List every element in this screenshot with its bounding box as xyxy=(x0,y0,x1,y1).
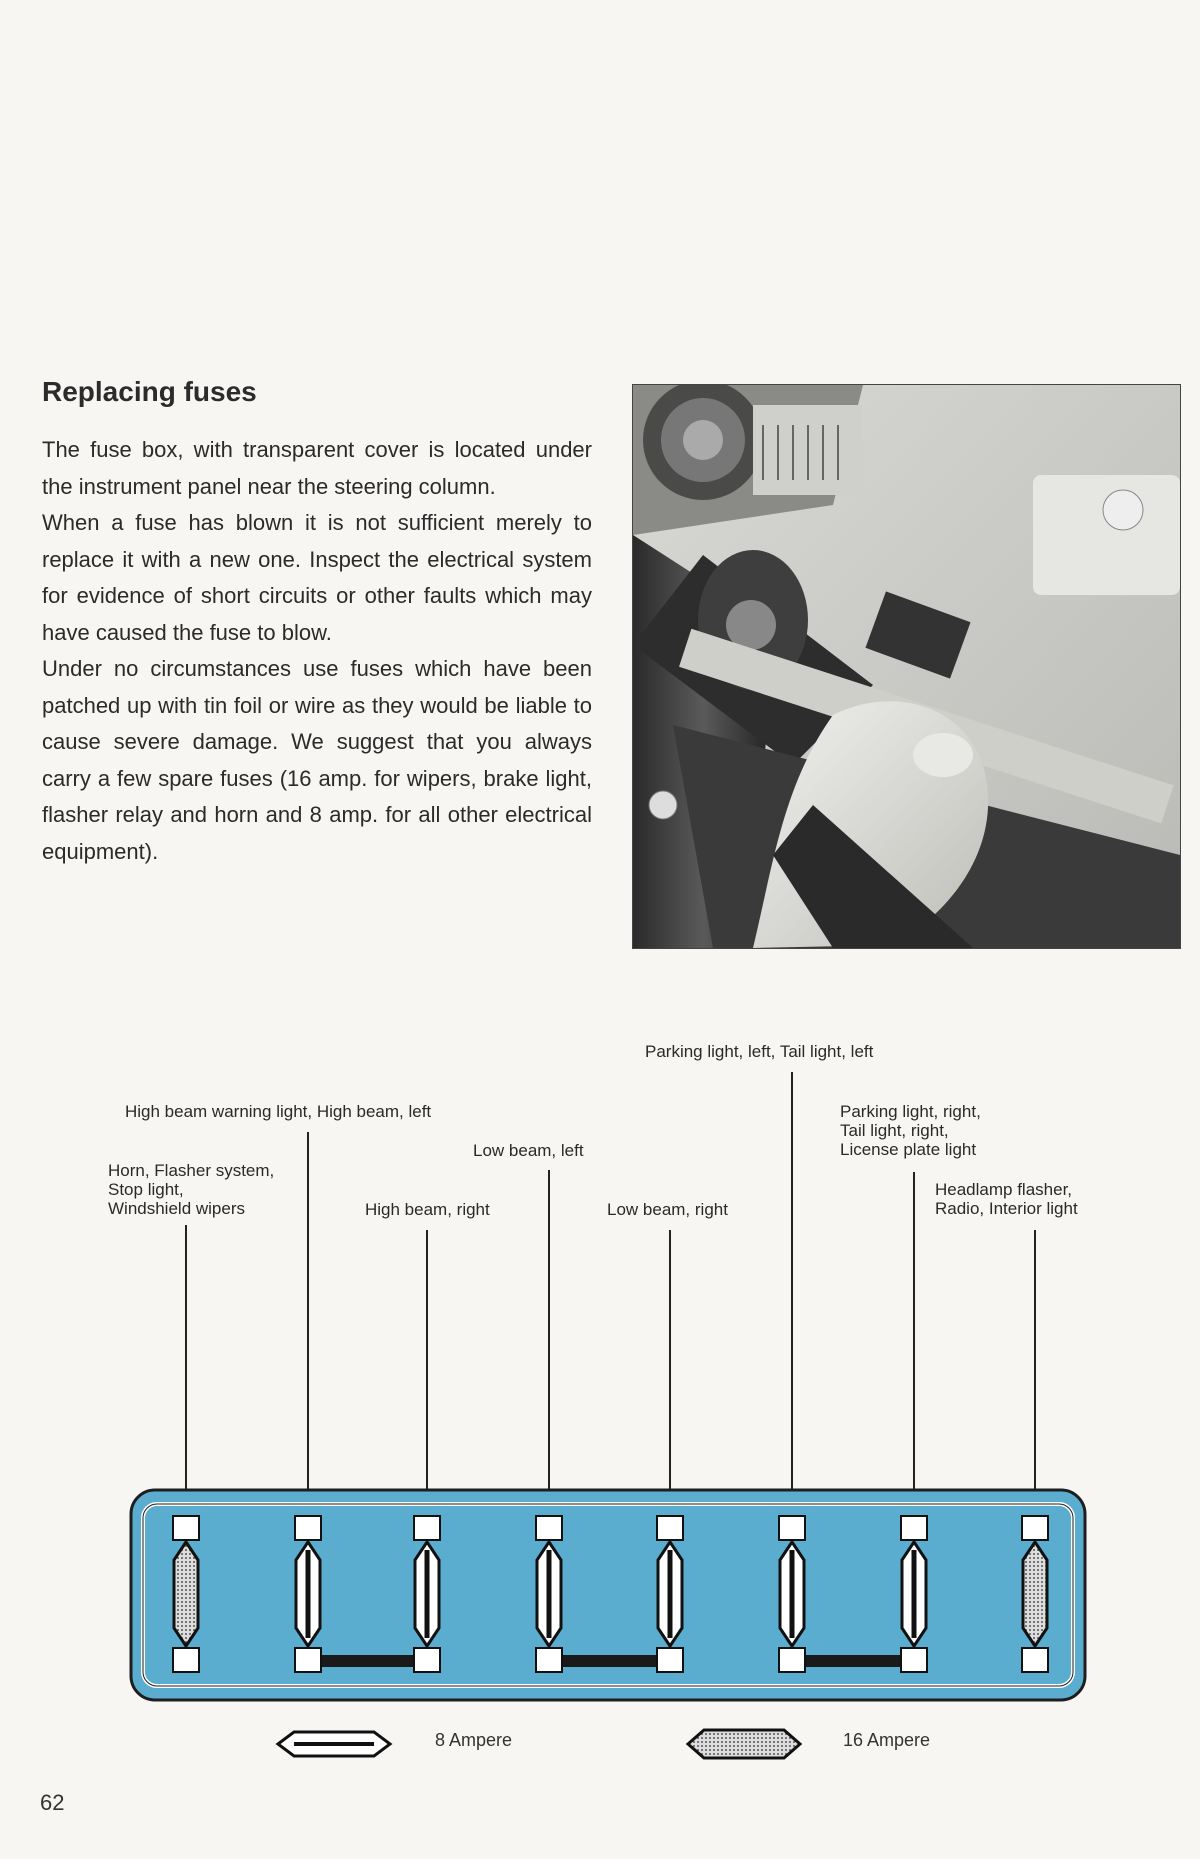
label-high-beam-warning: High beam warning light, High beam, left xyxy=(125,1102,432,1121)
instructions-text xyxy=(42,432,592,870)
leader-lines xyxy=(186,1072,1035,1510)
fuse-diagram xyxy=(0,1020,1200,1780)
legend-16a-label: 16 Ampere xyxy=(843,1730,931,1750)
fuse-terminal-bottom xyxy=(536,1648,562,1672)
fuse-4 xyxy=(536,1516,562,1672)
fuse-6 xyxy=(779,1516,805,1672)
fuse-8 xyxy=(1022,1516,1048,1672)
bus-bar xyxy=(308,1655,427,1667)
fuse-terminal-top xyxy=(779,1516,805,1540)
fuse-terminal-bottom xyxy=(295,1648,321,1672)
fuse-1 xyxy=(173,1516,199,1672)
bus-bar xyxy=(792,1655,914,1667)
fuse-box-schematic xyxy=(0,1020,1200,1780)
label-low-beam-left: Low beam, left xyxy=(473,1141,584,1160)
fuse-terminal-bottom xyxy=(657,1648,683,1672)
page-number: 62 xyxy=(40,1790,65,1815)
label-headlamp-flasher: Headlamp flasher, Radio, Interior light xyxy=(935,1180,1078,1218)
fuse-terminal-top xyxy=(1022,1516,1048,1540)
fuse-terminal-top xyxy=(536,1516,562,1540)
fuse-terminal-bottom xyxy=(779,1648,805,1672)
hand-replacing-fuse-illustration xyxy=(633,385,1180,948)
fuse-2 xyxy=(295,1516,321,1672)
label-high-beam-right: High beam, right xyxy=(365,1200,490,1219)
fuse-box-photo xyxy=(632,384,1181,949)
legend-8a-label: 8 Ampere xyxy=(435,1730,513,1750)
legend-8a-fuse-icon xyxy=(274,1724,394,1764)
fuse-terminal-top xyxy=(295,1516,321,1540)
fuse-terminal-top xyxy=(901,1516,927,1540)
paragraph-warning: Under no circumstances use fuses which have been patched up with tin foil or wire as they would be liable to cause severe damage. We suggest that you always carry a few spare fuses (16 amp. for wipers, brake light, flasher relay and horn and 8 amp. for all other electrical equipment). xyxy=(42,656,592,864)
fuse-16a xyxy=(174,1542,198,1646)
label-parking-light-right: Parking light, right, Tail light, right, License plate light xyxy=(840,1102,981,1159)
fuse-3 xyxy=(414,1516,440,1672)
fuse-terminal-top xyxy=(657,1516,683,1540)
paragraph-inspection: When a fuse has blown it is not sufficient merely to replace it with a new one. Inspect the electrical system for evidence of short circuits or other faults which may have caused the fuse to blow. xyxy=(42,510,592,645)
fuse-terminal-bottom xyxy=(1022,1648,1048,1672)
fuse-terminal-bottom xyxy=(173,1648,199,1672)
fuse-terminal-top xyxy=(173,1516,199,1540)
label-low-beam-right: Low beam, right xyxy=(607,1200,728,1219)
fuse-16a xyxy=(1023,1542,1047,1646)
fuse-terminal-bottom xyxy=(901,1648,927,1672)
legend-16a-fuse-icon xyxy=(684,1724,804,1764)
paragraph-location: The fuse box, with transparent cover is located under the instrument panel near the steering column. xyxy=(42,437,592,499)
fuse-box-body xyxy=(131,1490,1085,1700)
fuse-terminal-top xyxy=(414,1516,440,1540)
fuse-5 xyxy=(657,1516,683,1672)
fuse-7 xyxy=(901,1516,927,1672)
label-horn-flasher-wipers: Horn, Flasher system, Stop light, Windshield wipers xyxy=(108,1161,275,1218)
page-heading: Replacing fuses xyxy=(42,376,257,407)
label-parking-light-left: Parking light, left, Tail light, left xyxy=(645,1042,874,1061)
bus-bar xyxy=(549,1655,670,1667)
fuse-terminal-bottom xyxy=(414,1648,440,1672)
